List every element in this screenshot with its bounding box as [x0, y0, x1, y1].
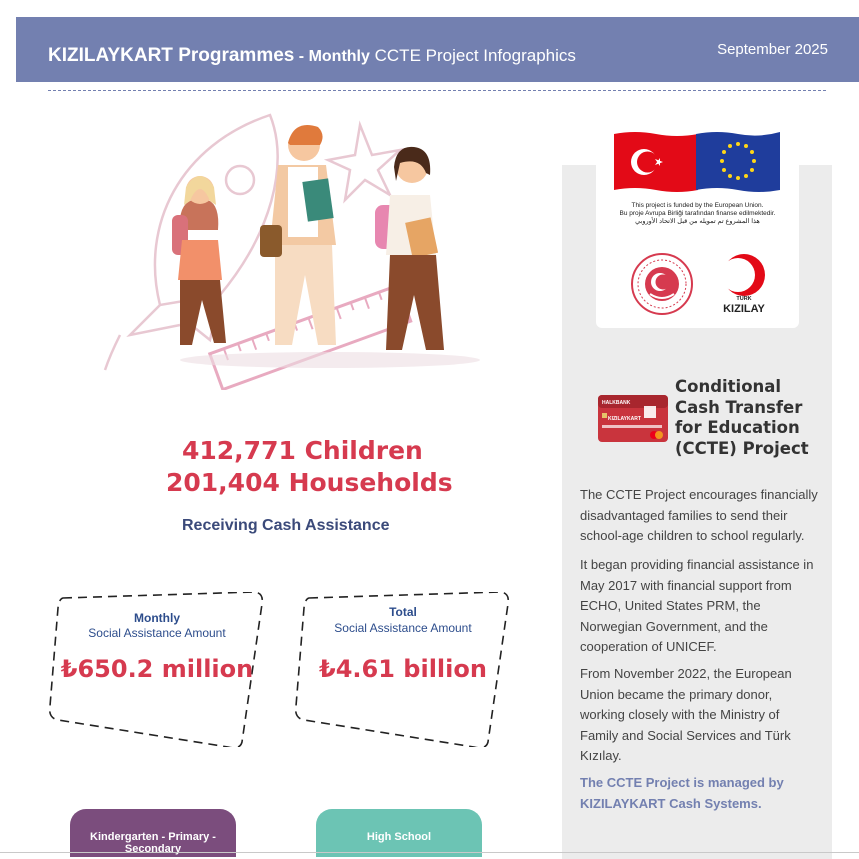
logo-box — [596, 118, 799, 328]
card-heading: Total — [389, 605, 417, 619]
receiving-label: Receiving Cash Assistance — [182, 517, 390, 534]
tab-high-school[interactable]: High School — [316, 809, 482, 857]
paragraph-history: It began providing financial assistance in May 2017 with financial support from ECHO, United States PRM, the Norwegian Government, and the cooperation of UNICEF. — [580, 557, 814, 654]
bankcard-bank-label: HALKBANK — [602, 400, 631, 406]
header-title: KIZILAYKART Programmes - Monthly CCTE Project Infographics — [48, 45, 576, 66]
header-divider — [48, 90, 826, 91]
total-amount-card — [294, 592, 512, 747]
header-bar — [16, 17, 859, 82]
students-walking-illustration — [100, 105, 490, 390]
ccte-title: Conditional Cash Transfer for Education (CCTE) Project — [675, 377, 809, 458]
kizilay-logo-small-text: TÜRK — [736, 296, 752, 302]
bankcard-brand-label: KIZILAYKART — [608, 416, 641, 422]
header-date: September 2025 — [717, 41, 828, 58]
card-heading: Monthly — [134, 611, 180, 625]
monthly-amount-card — [48, 592, 266, 747]
bottom-divider — [0, 852, 859, 853]
card-amount: ₺4.61 billion — [319, 655, 487, 683]
paragraph-intro: The CCTE Project encourages financially disadvantaged families to send their school-age children to school regularly. — [580, 487, 818, 543]
tab-kindergarten-primary-secondary[interactable]: Kindergarten - Primary - Secondary — [70, 809, 236, 857]
card-amount: ₺650.2 million — [60, 655, 254, 683]
card-subheading: Social Assistance Amount — [334, 621, 472, 635]
card-subheading: Social Assistance Amount — [88, 626, 226, 640]
red-crescent-icon — [718, 252, 770, 298]
bank-card-icon — [598, 395, 668, 442]
eu-flag-icon — [696, 128, 780, 192]
ministry-emblem-icon — [630, 252, 694, 316]
paragraph-eu-donor: From November 2022, the European Union became the primary donor, working closely with the Ministry of Family and Social Services and Türk Kızılay. — [580, 666, 792, 763]
turkey-flag-icon — [614, 130, 698, 192]
households-count: 201,404 Households — [166, 468, 453, 497]
kizilay-logo-text: KIZILAY — [723, 303, 765, 315]
paragraph-managed-by: The CCTE Project is managed by KIZILAYKART Cash Systems. — [580, 775, 784, 811]
children-count: 412,771 Children — [182, 436, 423, 465]
funding-notice: This project is funded by the European Union. Bu proje Avrupa Birliği tarafından finanse edilmektedir. هذا المشروع تم تمويله من قبل الاتحاد الأوروبي — [619, 202, 776, 225]
